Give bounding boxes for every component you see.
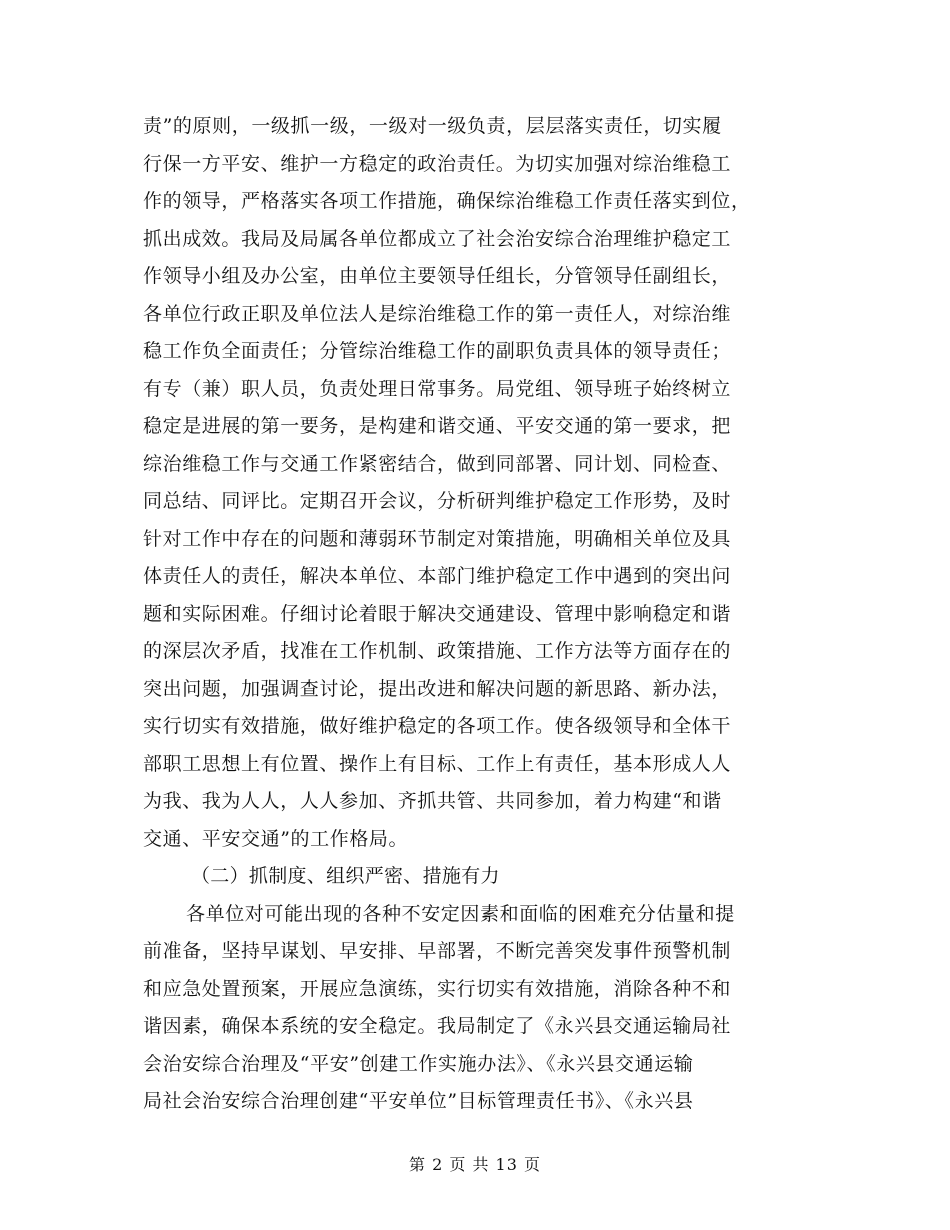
text-line: 各单位行政正职及单位法人是综治维稳工作的第一责任人，对综治维 bbox=[143, 302, 732, 325]
text-line: 抓出成效。我局及局属各单位都成立了社会治安综合治理维护稳定工 bbox=[143, 227, 732, 250]
paragraph-2 bbox=[143, 896, 803, 1121]
text-line: 突出问题，加强调查讨论，提出改进和解决问题的新思路、新办法， bbox=[143, 677, 732, 700]
text-line: 会治安综合治理及“平安”创建工作实施办法》、《永兴县交通运输 bbox=[143, 1052, 694, 1075]
text-line: 综治维稳工作与交通工作紧密结合，做到同部署、同计划、同检查、 bbox=[143, 452, 732, 475]
paragraph-1 bbox=[143, 108, 803, 858]
text-line: 针对工作中存在的问题和薄弱环节制定对策措施，明确相关单位及具 bbox=[143, 527, 732, 550]
text-line: 稳定是进展的第一要务，是构建和谐交通、平安交通的第一要求，把 bbox=[143, 415, 732, 437]
text-line: 前准备，坚持早谋划、早安排、早部署，不断完善突发事件预警机制 bbox=[143, 940, 732, 962]
text-line: 行保一方平安、维护一方稳定的政治责任。为切实加强对综治维稳工 bbox=[143, 152, 732, 175]
text-line: 为我、我为人人，人人参加、齐抓共管、共同参加，着力构建“和谐 bbox=[143, 790, 722, 812]
text-line: 部职工思想上有位置、操作上有目标、工作上有责任，基本形成人人 bbox=[143, 752, 732, 775]
text-line: 谐因素，确保本系统的安全稳定。我局制定了《永兴县交通运输局社 bbox=[143, 1015, 732, 1037]
page-number-footer: 第 2 页 共 13 页 bbox=[409, 1155, 541, 1174]
text-line: 实行切实有效措施，做好维护稳定的各项工作。使各级领导和全体干 bbox=[143, 715, 732, 737]
text-line: 作领导小组及办公室，由单位主要领导任组长，分管领导任副组长， bbox=[143, 265, 732, 287]
text-line: 题和实际困难。仔细讨论着眼于解决交通建设、管理中影响稳定和谐 bbox=[143, 602, 732, 625]
text-line: 同总结、同评比。定期召开会议，分析研判维护稳定工作形势，及时 bbox=[143, 490, 732, 512]
text-line: 责”的原则，一级抓一级，一级对一级负责，层层落实责任，切实履 bbox=[143, 115, 722, 137]
text-line: 的深层次矛盾，找准在工作机制、政策措施、工作方法等方面存在的 bbox=[143, 640, 732, 662]
text-line: 局社会治安综合治理创建“平安单位”目标管理责任书》、《永兴县 bbox=[143, 1090, 694, 1112]
section-subheading: （二）抓制度、组织严密、措施有力 bbox=[191, 865, 500, 887]
text-line: 稳工作负全面责任；分管综治维稳工作的副职负责具体的领导责任； bbox=[143, 340, 732, 362]
text-line: 和应急处置预案，开展应急演练，实行切实有效措施，消除各种不和 bbox=[143, 977, 732, 1000]
body-text bbox=[143, 108, 803, 1121]
text-line: 各单位对可能出现的各种不安定因素和面临的困难充分估量和提 bbox=[186, 902, 735, 925]
text-line: 有专（兼）职人员，负责处理日常事务。局党组、领导班子始终树立 bbox=[143, 377, 732, 400]
text-line: 体责任人的责任，解决本单位、本部门维护稳定工作中遇到的突出问 bbox=[143, 565, 732, 587]
text-line: 作的领导，严格落实各项工作措施，确保综治维稳工作责任落实到位， bbox=[143, 190, 751, 212]
text-line: 交通、平安交通”的工作格局。 bbox=[143, 827, 409, 850]
